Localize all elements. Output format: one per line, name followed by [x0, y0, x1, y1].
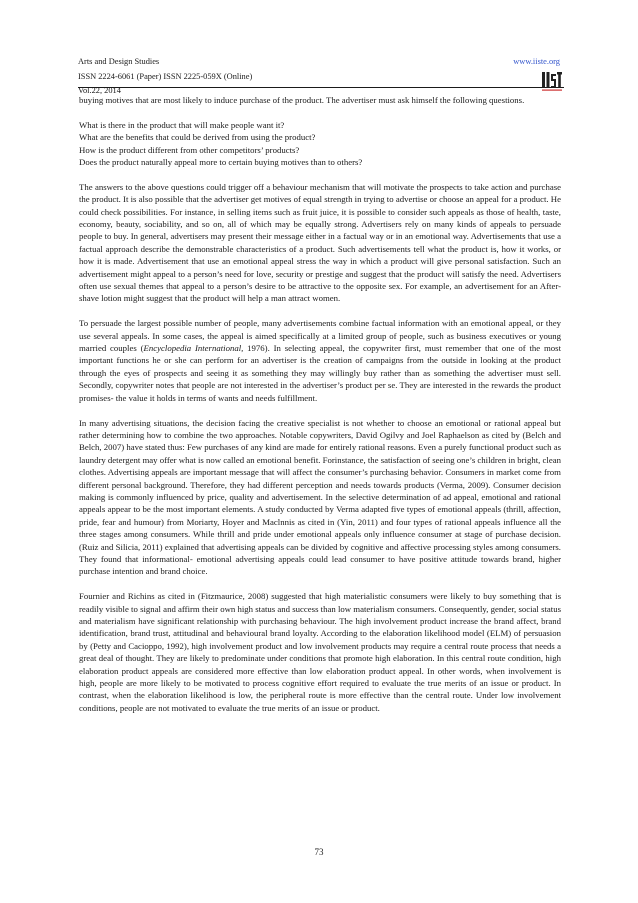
journal-name: Arts and Design Studies: [78, 57, 160, 66]
paragraph-3-text-a: To persuade the largest possible number of people, many advertisements combine factual information with an emotional appeal, or they use several appeals. In some cases, the appeal is aimed specifically at a limited group of people, such as business executives or young married couples (: [79, 318, 561, 354]
citation-encyclopedia: Encyclopedia International,: [143, 343, 244, 354]
header-rule: [78, 87, 564, 88]
paragraph-2: The answers to the above questions could trigger off a behaviour mechanism that will motivate the prospects to take action and purchase the product. It is also possible that the advertiser get motives of equal strength in trying to advertise or choose an appeal for a product. He could check possibilities. For instance, in selling items such as fruit juice, it is possible to consider such appeals as those of health, taste, economy, beauty, sociability, and so on, all of which may be equally strong. Advertisers rely on many kinds of appeals to persuade people to buy. In general, advertisers may present their message either in a factual way or in an emotional way. Advertisements that use a factual approach describe the demonstrable characteristics of a product. Such advertisements tell what the product is, how it works, or how it is made. Advertisement that use an emotional appeal stress the way in which a product will give personal satisfaction. Such an advertisement might appeal to a person’s need for love, security or prestige and suggest that the product will satisfy the need. Advertisers often use sexual themes that appeal to a person’s desire to be attractive to the opposite sex. For example, an advertisement for an After- shave lotion might suggest that the product will help a man attract women.: [79, 181, 561, 304]
paragraph-5: Fournier and Richins as cited in (Fitzmaurice, 2008) suggested that high materialistic consumers were likely to buy something that is readily visible to signal and affirm their own high status and success than low materialism consumers. Consequently, gender, social status and materialism have significant relationship with purchasing behaviour. The high involvement product increase the brand affect, brand identification, brand trust, attitudinal and behavioural brand loyalty. According to the elaboration likelihood model (ELM) of persuasion by (Petty and Cacioppo, 1992), high involvement product and low involvement products may require a central route process that needs a great deal of thought. They are likely to predominate under conditions that promote high elaboration. In this central route condition, high elaboration product appeals are considered more effective than low elaboration product appeal. In other words, when involvement is high, people are more likely to be motivated to process cognitive effort required to evaluate the true merits of an issue or product. In contrast, when the elaboration likelihood is low, the peripheral route is more effective than the central route. Under low involvement conditions, people are not motivated to evaluate the true merits of an issue or product.: [79, 591, 561, 713]
page-number: 73: [314, 847, 324, 857]
paragraph-3: [79, 317, 561, 404]
article-body: [79, 94, 561, 727]
paragraph-3-text-b: 1976). In selecting appeal, the copywriter first, must remember that one of the most important functions he or she can perform for an advertiser is the creation of campaigns from the outside in looking at the product through the eyes of prospects and seeing it as something they may willingly buy rather than as something the advertiser must sell. Secondly, copywriter notes that people are not interested in the advertiser’s product per se. They are interested in the rewards the product promises- the value it holds in terms of wants and needs fulfillment.: [79, 343, 561, 403]
question-1: What is there in the product that will make people want it?: [79, 119, 285, 130]
issn-line: ISSN 2224-6061 (Paper) ISSN 2225-059X (Online): [78, 71, 253, 81]
journal-url-link[interactable]: www.iiste.org: [513, 57, 560, 66]
questions-list: [79, 119, 561, 169]
iiste-logo: [540, 69, 564, 93]
question-4: Does the product naturally appeal more to certain buying motives than to others?: [79, 157, 363, 168]
question-3: How is the product different from other competitors’ products?: [79, 144, 300, 155]
page-header: [78, 55, 564, 95]
paragraph-1: buying motives that are most likely to induce purchase of the product. The advertiser must ask himself the following questions.: [79, 95, 525, 105]
volume-line: Vol.22, 2014: [78, 86, 121, 95]
paragraph-4: In many advertising situations, the decision facing the creative specialist is not whether to choose an emotional or rational appeal but rather determining how to combine the two approaches. Notable copywriters, David Ogilvy and Joel Raphaelson as cited by (Belch and Belch, 2007) have stated thus: Few purchases of any kind are made for entirely rational reasons. Even a purely functional product such as laundry detergent may offer what is now called an emotional benefit. Forinstance, the satisfaction of seeing one’s children in bright, clean clothes. Advertising appeals are important message that will affect the consumer’s purchasing behavior. Consumers in market come from different personal background. Therefore, they had different perception and needs towards products (Verma, 2009). Consumer decision making is commonly influenced by price, quality and advertisement. In the selective determination of ad appeal, emotional and rational appeals appear to be the most important elements. A study conducted by Verma adapted five types of emotional appeals (thrill, affection, pride, fear and humour) from Moriarty, Hoyer and Maclnnis as cited in (Yin, 2011) and four types of rational appeals influence all the three stages among consumers. While thrill and pride under emotional appeals only influence consumer at stage of purchase decision. (Ruiz and Silicia, 2011) explained that advertising appeals can be divided by cognitive and affective processing styles among consumers. They found that informational- emotional advertising appeals could lead consumer to have positive attitude towards brand, higher purchase intention and brand choice.: [79, 417, 561, 577]
question-2: What are the benefits that could be derived from using the product?: [79, 132, 316, 143]
